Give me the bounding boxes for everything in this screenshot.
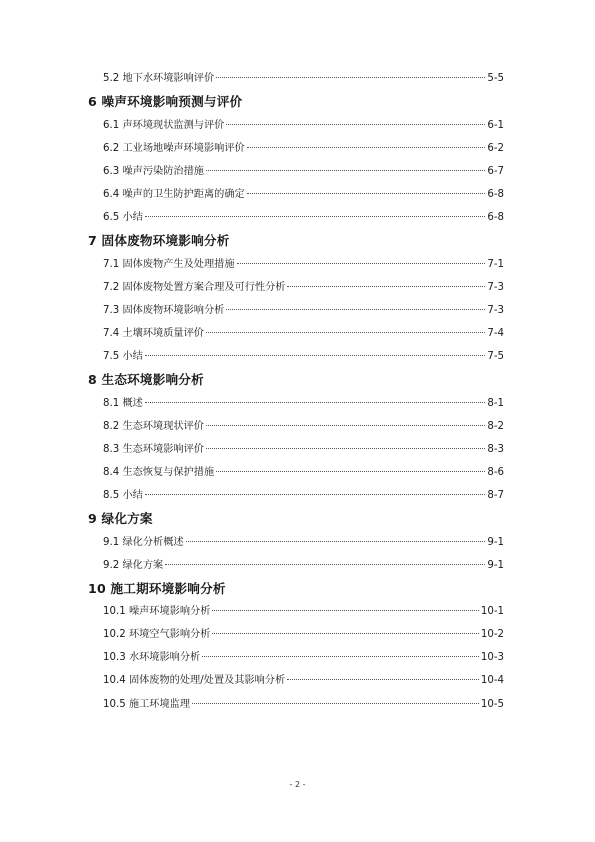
chapter-heading[interactable]: 9 绿化方案: [88, 511, 153, 526]
section-number: 10.2: [103, 629, 126, 641]
page-reference: 10-3: [480, 652, 504, 664]
page-reference: 7-5: [487, 350, 504, 362]
toc-entry[interactable]: [88, 183, 504, 206]
page-reference: 10-2: [480, 629, 504, 641]
section-number: 8.3: [103, 443, 120, 455]
page-reference: 10-5: [480, 698, 504, 710]
toc-entry[interactable]: [88, 623, 504, 646]
dot-leader: [202, 656, 479, 657]
toc-entry[interactable]: [88, 160, 504, 183]
page-reference: 6-2: [487, 142, 504, 154]
toc-entry[interactable]: [88, 415, 504, 438]
dot-leader: [226, 309, 485, 310]
toc-entry[interactable]: [88, 461, 504, 484]
dot-leader: [206, 170, 485, 171]
toc-entry[interactable]: [88, 345, 504, 368]
page-reference: 7-1: [487, 258, 504, 270]
section-title: 水环境影响分析: [128, 652, 201, 664]
section-number: 10.4: [103, 675, 126, 687]
dot-leader: [145, 355, 486, 356]
section-title: 土壤环境质量评价: [122, 327, 204, 339]
section-number: 6.1: [103, 119, 120, 131]
section-title: 固体废物产生及处理措施: [122, 258, 235, 270]
page-number: - 2 -: [289, 780, 306, 789]
section-number: 8.2: [103, 420, 120, 432]
section-number: 6.3: [103, 165, 120, 177]
section-number: 9.2: [103, 559, 120, 571]
section-number: 7.1: [103, 258, 120, 270]
page-reference: 8-1: [487, 397, 504, 409]
section-title: 固体废物处置方案合理及可行性分析: [122, 281, 286, 293]
section-number: 10.5: [103, 698, 126, 710]
dot-leader: [145, 402, 486, 403]
page-reference: 7-3: [487, 281, 504, 293]
toc-entry[interactable]: [88, 438, 504, 461]
toc-entry[interactable]: [88, 693, 504, 716]
toc-entry[interactable]: [88, 600, 504, 623]
dot-leader: [165, 564, 485, 565]
toc-entry[interactable]: [88, 276, 504, 299]
page-reference: 7-3: [487, 304, 504, 316]
section-number: 9.1: [103, 536, 120, 548]
dot-leader: [216, 77, 485, 78]
section-title: 声环境现状监测与评价: [122, 119, 225, 131]
section-number: 7.5: [103, 350, 120, 362]
dot-leader: [145, 216, 486, 217]
page-reference: 8-7: [487, 489, 504, 501]
page-reference: 10-4: [480, 675, 504, 687]
dot-leader: [206, 425, 485, 426]
dot-leader: [287, 679, 479, 680]
toc-entry[interactable]: [88, 299, 504, 322]
page-reference: 5-5: [487, 73, 504, 84]
chapter-heading[interactable]: 6 噪声环境影响预测与评价: [88, 94, 243, 110]
dot-leader: [206, 448, 485, 449]
toc-entry[interactable]: [88, 67, 504, 90]
section-number: 8.5: [103, 489, 120, 501]
toc-entry[interactable]: [88, 206, 504, 229]
section-number: 6.5: [103, 211, 120, 223]
page-reference: 6-7: [487, 165, 504, 177]
page-reference: 6-8: [487, 211, 504, 223]
section-number: 5.2: [103, 73, 120, 84]
page-reference: 8-3: [487, 443, 504, 455]
section-title: 小结: [122, 211, 143, 223]
section-number: 6.2: [103, 142, 120, 154]
page-reference: 8-6: [487, 466, 504, 478]
section-title: 施工环境监理: [128, 698, 191, 710]
page-reference: 9-1: [487, 536, 504, 548]
section-number: 7.2: [103, 281, 120, 293]
section-number: 10.1: [103, 606, 126, 618]
section-title: 地下水环境影响评价: [122, 73, 215, 84]
chapter-heading[interactable]: 8 生态环境影响分析: [88, 372, 204, 388]
toc-entry[interactable]: [88, 114, 504, 137]
chapter-heading[interactable]: 7 固体废物环境影响分析: [88, 233, 230, 249]
page-reference: 9-1: [487, 559, 504, 571]
section-title: 固体废物环境影响分析: [122, 304, 225, 316]
dot-leader: [212, 610, 478, 611]
section-title: 生态环境现状评价: [122, 420, 204, 432]
section-title: 噪声污染防治措施: [122, 165, 204, 177]
section-title: 生态恢复与保护措施: [122, 466, 215, 478]
section-title: 概述: [122, 397, 143, 409]
dot-leader: [192, 703, 479, 704]
chapter-heading[interactable]: 10 施工期环境影响分析: [88, 580, 226, 596]
section-title: 小结: [122, 350, 143, 362]
section-number: 6.4: [103, 188, 120, 200]
section-number: 8.4: [103, 466, 120, 478]
section-number: 7.3: [103, 304, 120, 316]
toc-entry[interactable]: [88, 322, 504, 345]
section-title: 绿化方案: [122, 559, 164, 571]
dot-leader: [237, 263, 486, 264]
toc-entry[interactable]: [88, 253, 504, 276]
page-reference: 6-1: [487, 119, 504, 131]
toc-entry[interactable]: [88, 484, 504, 507]
dot-leader: [212, 633, 478, 634]
toc-entry[interactable]: [88, 531, 504, 554]
section-title: 环境空气影响分析: [128, 629, 211, 641]
page-reference: 7-4: [487, 327, 504, 339]
section-number: 7.4: [103, 327, 120, 339]
section-title: 噪声环境影响分析: [128, 606, 211, 618]
toc-entry[interactable]: [88, 392, 504, 415]
page-reference: 10-1: [480, 606, 504, 618]
toc-entry[interactable]: [88, 137, 504, 160]
section-number: 10.3: [103, 652, 126, 664]
dot-leader: [145, 494, 486, 495]
section-number: 8.1: [103, 397, 120, 409]
dot-leader: [247, 147, 486, 148]
dot-leader: [226, 124, 485, 125]
section-title: 固体废物的处理/处置及其影响分析: [128, 675, 286, 687]
table-of-contents: [88, 67, 504, 716]
dot-leader: [287, 286, 485, 287]
page-reference: 6-8: [487, 188, 504, 200]
section-title: 噪声的卫生防护距离的确定: [122, 188, 245, 200]
dot-leader: [186, 541, 486, 542]
section-title: 工业场地噪声环境影响评价: [122, 142, 245, 154]
section-title: 生态环境影响评价: [122, 443, 204, 455]
section-title: 小结: [122, 489, 143, 501]
toc-entry[interactable]: [88, 646, 504, 669]
section-title: 绿化分析概述: [122, 536, 184, 548]
page-reference: 8-2: [487, 420, 504, 432]
dot-leader: [216, 471, 485, 472]
dot-leader: [247, 193, 486, 194]
dot-leader: [206, 332, 485, 333]
toc-entry[interactable]: [88, 554, 504, 577]
toc-entry[interactable]: [88, 669, 504, 692]
